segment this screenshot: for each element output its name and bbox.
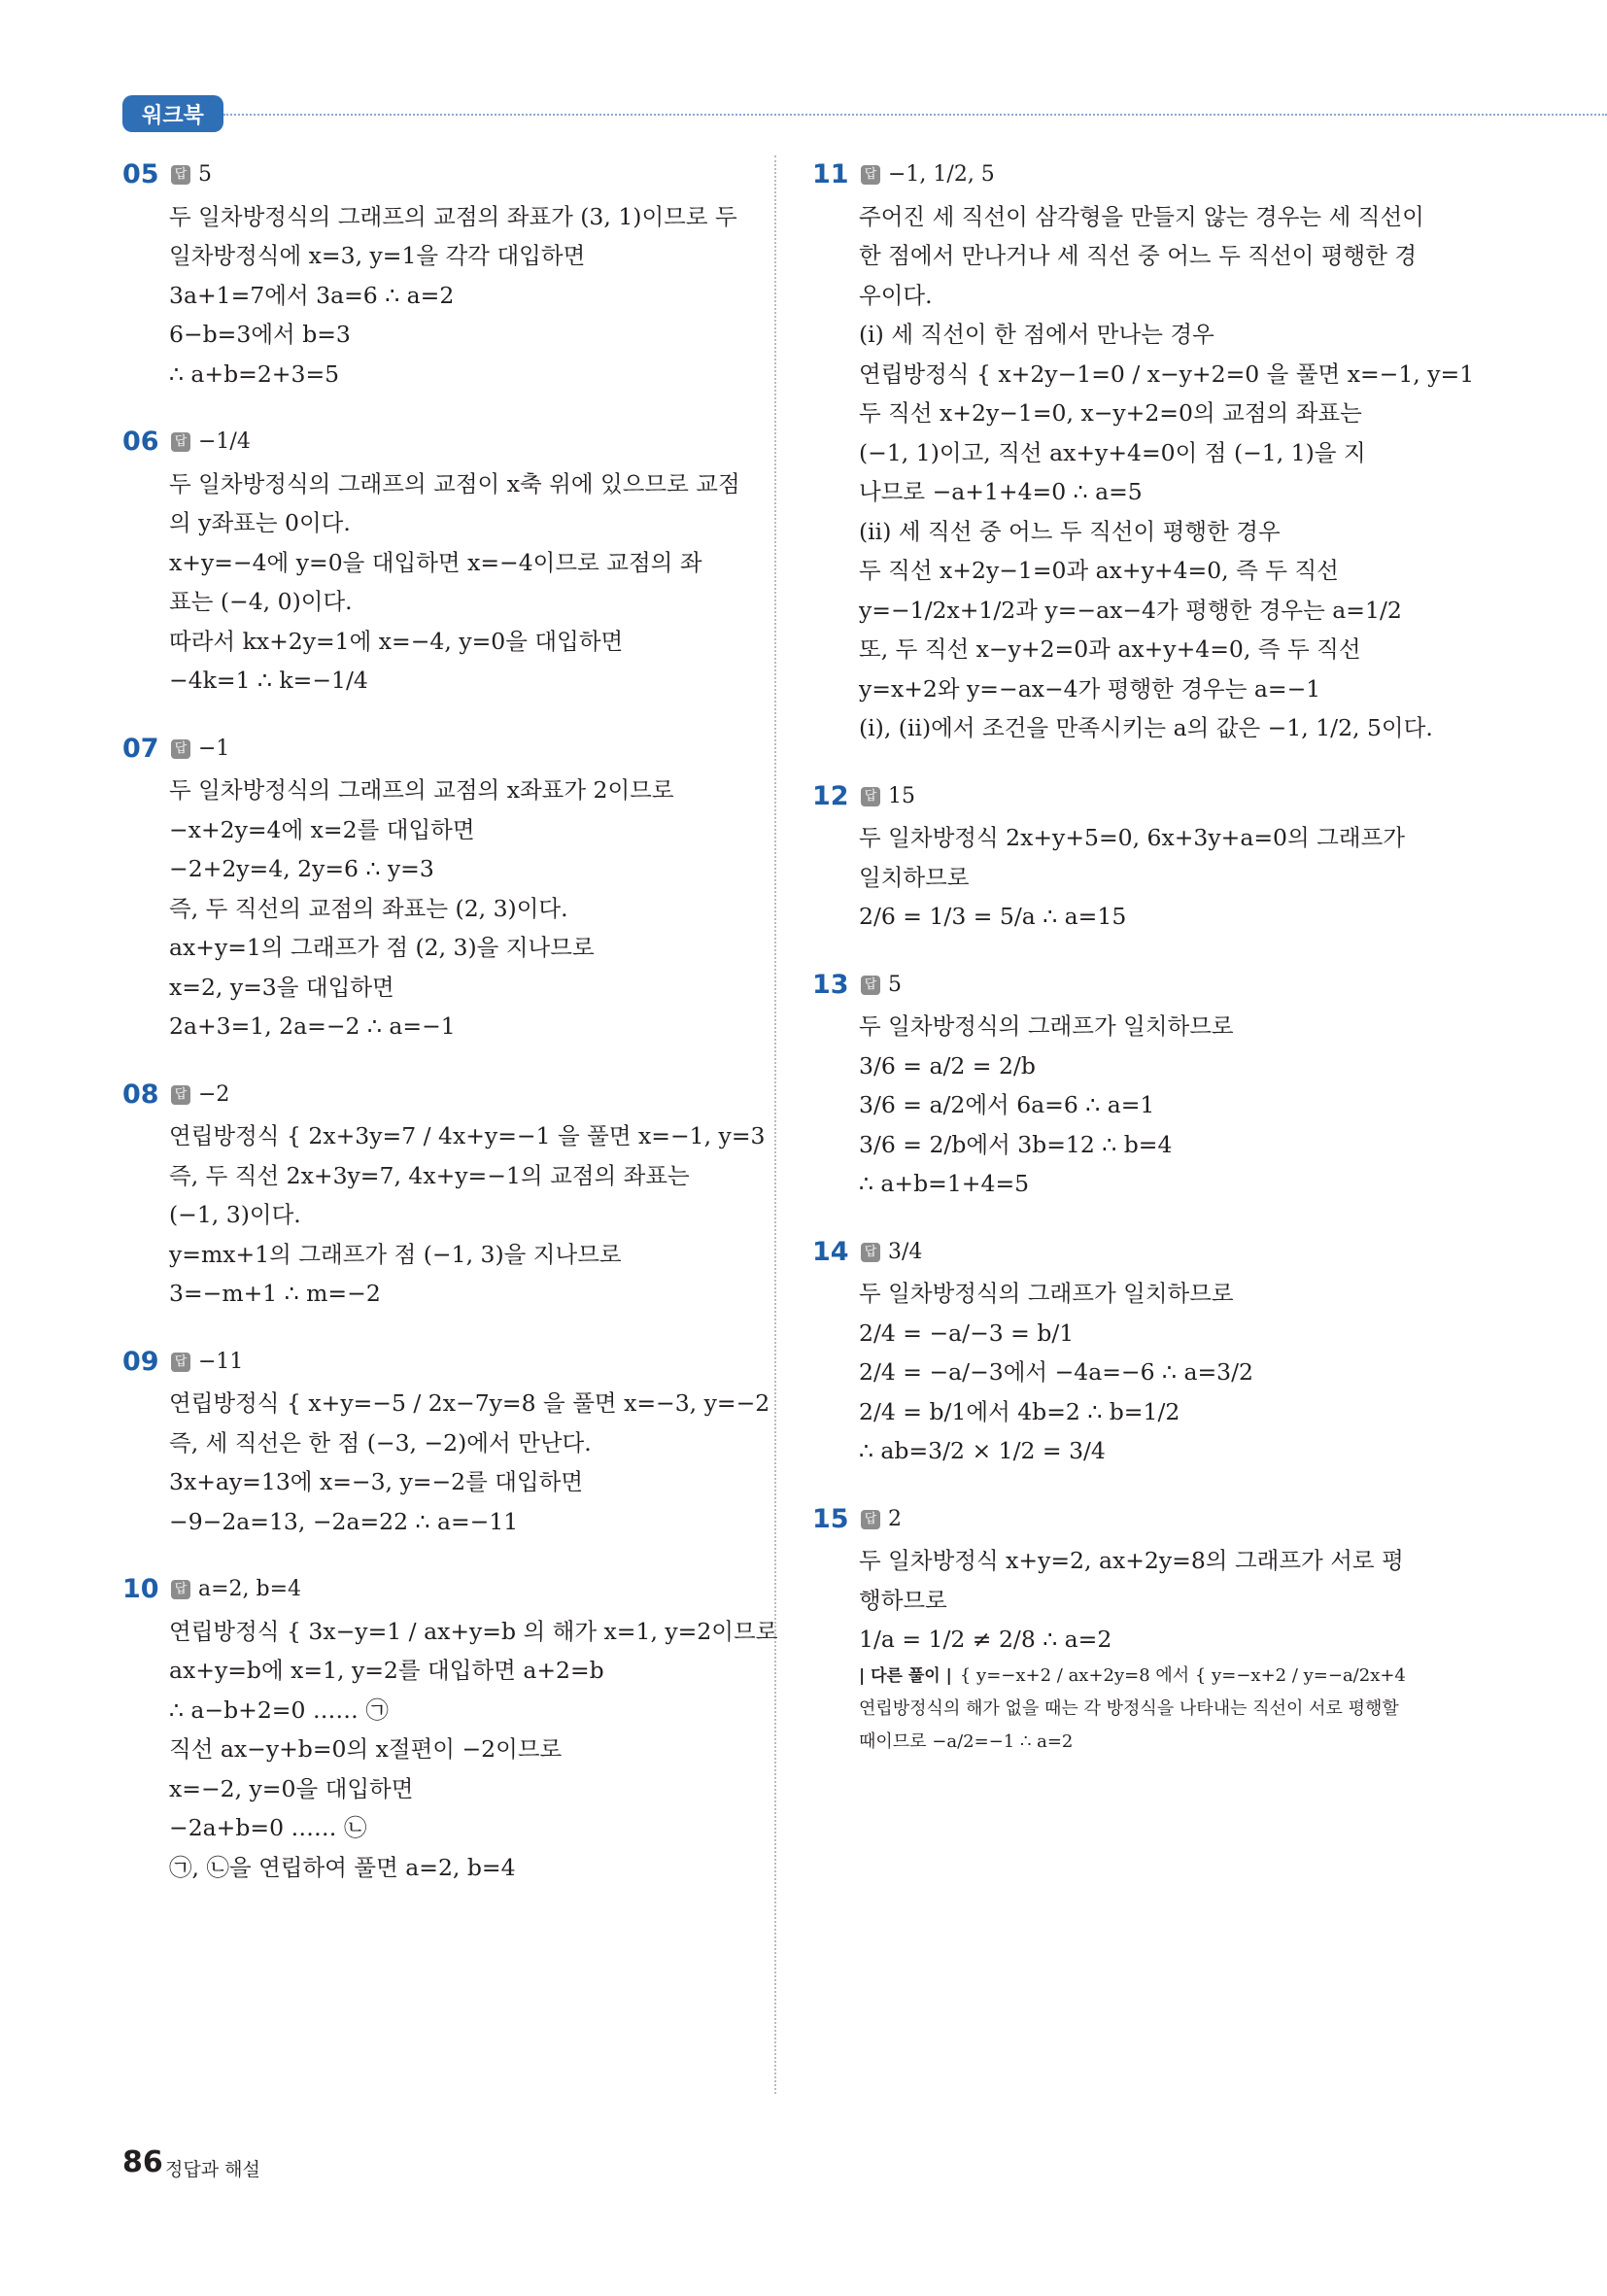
answer-icon: 답 xyxy=(171,739,190,759)
answer-value: −2 xyxy=(198,1081,230,1107)
problem-number: 06 xyxy=(122,427,159,457)
answer-icon: 답 xyxy=(861,1243,880,1262)
solution-line: 두 직선 x+2y−1=0, x−y+2=0의 교점의 좌표는 xyxy=(859,399,1362,427)
footer-label: 정답과 해설 xyxy=(165,2159,260,2180)
solution-line: ∴ a−b+2=0 …… ㉠ xyxy=(169,1696,389,1724)
problem-header xyxy=(812,1500,1434,1540)
solution-line: 3a+1=7에서 3a=6 ∴ a=2 xyxy=(169,281,455,309)
solution-line: 연립방정식 { 3x−y=1 / ax+y=b 의 해가 x=1, y=2이므로 xyxy=(169,1617,778,1645)
solution-line: ∴ ab=3/2 × 1/2 = 3/4 xyxy=(859,1437,1106,1464)
solution-line: −2+2y=4, 2y=6 ∴ y=3 xyxy=(169,855,434,882)
solution-line: −9−2a=13, −2a=22 ∴ a=−11 xyxy=(169,1507,519,1535)
problem-14 xyxy=(812,1233,1434,1471)
solution-line: 또, 두 직선 x−y+2=0과 ax+y+4=0, 즉 두 직선 xyxy=(859,635,1361,663)
problem-header xyxy=(812,966,1434,1006)
problem-number: 08 xyxy=(122,1079,159,1110)
answer-icon: 답 xyxy=(171,432,190,452)
solution-line: 의 y좌표는 0이다. xyxy=(169,509,351,536)
solution-line: 3x+ay=13에 x=−3, y=−2를 대입하면 xyxy=(169,1468,584,1495)
solution-line: 즉, 두 직선 2x+3y=7, 4x+y=−1의 교점의 좌표는 xyxy=(169,1161,690,1189)
problem-05 xyxy=(122,155,744,394)
page-number: 86 xyxy=(122,2145,163,2179)
alternative-line: 연립방정식의 해가 없을 때는 각 방정식을 나타내는 직선이 서로 평행할 xyxy=(859,1697,1399,1719)
problem-header xyxy=(812,777,1434,817)
problem-header xyxy=(812,155,1434,195)
solution-line: 두 일차방정식의 그래프의 교점이 x축 위에 있으므로 교점 xyxy=(169,469,740,497)
solution-line: 즉, 세 직선은 한 점 (−3, −2)에서 만난다. xyxy=(169,1428,592,1456)
problem-12 xyxy=(812,777,1434,937)
solution-line: −2a+b=0 …… ㉡ xyxy=(169,1814,367,1841)
problem-header xyxy=(122,155,744,195)
answer-value: 3/4 xyxy=(888,1239,923,1264)
problem-header xyxy=(122,730,744,770)
solution-line: x=2, y=3을 대입하면 xyxy=(169,973,394,1001)
solution-line: y=−1/2x+1/2과 y=−ax−4가 평행한 경우는 a=1/2 xyxy=(859,596,1402,624)
problem-number: 09 xyxy=(122,1346,159,1377)
problem-13 xyxy=(812,966,1434,1204)
solution-line: 한 점에서 만나거나 세 직선 중 어느 두 직선이 평행한 경 xyxy=(859,242,1418,269)
right-column xyxy=(812,155,1475,1788)
answer-icon: 답 xyxy=(861,787,880,806)
solution-line: 3=−m+1 ∴ m=−2 xyxy=(169,1280,381,1307)
problem-10 xyxy=(122,1570,778,1887)
solution-line: −x+2y=4에 x=2를 대입하면 xyxy=(169,815,475,843)
solution-line: 즉, 두 직선의 교점의 좌표는 (2, 3)이다. xyxy=(169,894,568,922)
solution-line: 연립방정식 { x+y=−5 / 2x−7y=8 을 풀면 x=−3, y=−2 xyxy=(169,1389,770,1417)
answer-value: 5 xyxy=(198,162,212,187)
answer-icon: 답 xyxy=(861,165,880,185)
solution-line: 3/6 = 2/b에서 3b=12 ∴ b=4 xyxy=(859,1130,1173,1158)
solution-line: (i) 세 직선이 한 점에서 만나는 경우 xyxy=(859,321,1214,348)
answer-value: 15 xyxy=(888,783,915,808)
solution-line: 우이다. xyxy=(859,281,933,309)
solution-line: 표는 (−4, 0)이다. xyxy=(169,588,353,615)
alternative-line: 때이므로 −a/2=−1 ∴ a=2 xyxy=(859,1731,1074,1752)
solution-line: 나므로 −a+1+4=0 ∴ a=5 xyxy=(859,478,1143,505)
problem-number: 05 xyxy=(122,159,159,189)
solution-line: 두 일차방정식의 그래프가 일치하므로 xyxy=(859,1280,1234,1307)
answer-icon: 답 xyxy=(861,1510,880,1529)
problem-number: 12 xyxy=(812,780,849,811)
solution-line: 연립방정식 { x+2y−1=0 / x−y+2=0 을 풀면 x=−1, y=1 xyxy=(859,360,1475,388)
solution-line: (ii) 세 직선 중 어느 두 직선이 평행한 경우 xyxy=(859,517,1281,545)
answer-value: −11 xyxy=(198,1349,244,1374)
answer-icon: 답 xyxy=(171,1580,190,1599)
answer-value: −1/4 xyxy=(198,429,251,454)
solution-line: ∴ a+b=1+4=5 xyxy=(859,1170,1030,1197)
alternative-solution xyxy=(812,1660,1434,1693)
solution-line: 두 일차방정식 x+y=2, ax+2y=8의 그래프가 서로 평 xyxy=(859,1547,1404,1574)
solution-line: 6−b=3에서 b=3 xyxy=(169,321,351,348)
alternative-label: | 다른 풀이 | xyxy=(859,1665,952,1686)
problem-header xyxy=(812,1233,1434,1273)
solution-line: x+y=−4에 y=0을 대입하면 x=−4이므로 교점의 좌 xyxy=(169,548,702,576)
solution-line: ax+y=1의 그래프가 점 (2, 3)을 지나므로 xyxy=(169,934,595,961)
problem-header xyxy=(122,1343,744,1383)
solution-line: 두 일차방정식의 그래프의 교점의 좌표가 (3, 1)이므로 두 xyxy=(169,202,737,230)
solution-line: (i), (ii)에서 조건을 만족시키는 a의 값은 −1, 1/2, 5이다. xyxy=(859,714,1433,741)
problem-header xyxy=(122,1570,744,1610)
left-column xyxy=(122,155,778,1916)
problem-number: 13 xyxy=(812,969,849,1000)
problem-number: 07 xyxy=(122,733,159,764)
solution-line: x=−2, y=0을 대입하면 xyxy=(169,1774,414,1802)
problem-15 xyxy=(812,1500,1434,1759)
solution-line: 2/4 = −a/−3에서 −4a=−6 ∴ a=3/2 xyxy=(859,1358,1253,1386)
problem-number: 11 xyxy=(812,159,849,189)
solution-line: ax+y=b에 x=1, y=2를 대입하면 a+2=b xyxy=(169,1657,604,1684)
answer-icon: 답 xyxy=(171,165,190,185)
solution-line: 두 일차방정식의 그래프의 교점의 x좌표가 2이므로 xyxy=(169,776,674,804)
solution-line: 두 직선 x+2y−1=0과 ax+y+4=0, 즉 두 직선 xyxy=(859,557,1339,584)
solution-line: 두 일차방정식 2x+y+5=0, 6x+3y+a=0의 그래프가 xyxy=(859,824,1405,851)
workbook-badge: 워크북 xyxy=(122,95,223,132)
problem-header xyxy=(122,423,744,463)
solution-line: y=mx+1의 그래프가 점 (−1, 3)을 지나므로 xyxy=(169,1240,622,1268)
answer-value: a=2, b=4 xyxy=(198,1577,302,1601)
problem-11 xyxy=(812,155,1475,748)
solution-line: 두 일차방정식의 그래프가 일치하므로 xyxy=(859,1012,1234,1040)
header-dotted-line xyxy=(223,114,1607,116)
solution-line: y=x+2와 y=−ax−4가 평행한 경우는 a=−1 xyxy=(859,674,1321,703)
answer-value: −1 xyxy=(198,736,230,761)
solution-line: 2/4 = b/1에서 4b=2 ∴ b=1/2 xyxy=(859,1397,1180,1425)
answer-value: −1, 1/2, 5 xyxy=(888,162,995,187)
solution-line: (−1, 3)이다. xyxy=(169,1201,301,1228)
answer-icon: 답 xyxy=(171,1085,190,1105)
solution-line: 직선 ax−y+b=0의 x절편이 −2이므로 xyxy=(169,1735,563,1763)
problem-07 xyxy=(122,730,744,1046)
solution-line: 일치하므로 xyxy=(859,863,970,891)
alternative-line: { y=−x+2 / ax+2y=8 에서 { y=−x+2 / y=−a/2x+4 xyxy=(959,1664,1406,1686)
solution-line: 연립방정식 { 2x+3y=7 / 4x+y=−1 을 풀면 x=−1, y=3 xyxy=(169,1122,766,1149)
problem-number: 15 xyxy=(812,1503,849,1534)
solution-line: 1/a = 1/2 ≠ 2/8 ∴ a=2 xyxy=(859,1626,1112,1653)
problem-number: 14 xyxy=(812,1236,849,1267)
answer-value: 5 xyxy=(888,972,902,997)
solution-line: 2/6 = 1/3 = 5/a ∴ a=15 xyxy=(859,903,1127,930)
solution-line: ㉠, ㉡을 연립하여 풀면 a=2, b=4 xyxy=(169,1853,516,1881)
solution-line: 따라서 kx+2y=1에 x=−4, y=0을 대입하면 xyxy=(169,627,624,655)
solution-line: 3/6 = a/2 = 2/b xyxy=(859,1051,1036,1079)
solution-line: ∴ a+b=2+3=5 xyxy=(169,360,340,388)
solution-line: 2a+3=1, 2a=−2 ∴ a=−1 xyxy=(169,1012,456,1040)
problem-09 xyxy=(122,1343,770,1542)
problem-number: 10 xyxy=(122,1574,159,1604)
answer-icon: 답 xyxy=(861,976,880,995)
solution-line: 행하므로 xyxy=(859,1586,947,1614)
solution-line: 일차방정식에 x=3, y=1을 각각 대입하면 xyxy=(169,242,586,269)
problem-header xyxy=(122,1076,744,1115)
solution-line: −4k=1 ∴ k=−1/4 xyxy=(169,667,368,694)
problem-06 xyxy=(122,423,744,701)
column-divider xyxy=(774,155,776,2094)
problem-08 xyxy=(122,1076,766,1314)
solution-line: 3/6 = a/2에서 6a=6 ∴ a=1 xyxy=(859,1091,1155,1118)
answer-icon: 답 xyxy=(171,1353,190,1372)
answer-value: 2 xyxy=(888,1506,902,1531)
solution-line: (−1, 1)이고, 직선 ax+y+4=0이 점 (−1, 1)을 지 xyxy=(859,438,1366,466)
solution-line: 주어진 세 직선이 삼각형을 만들지 않는 경우는 세 직선이 xyxy=(859,202,1424,230)
solution-line: 2/4 = −a/−3 = b/1 xyxy=(859,1319,1075,1347)
